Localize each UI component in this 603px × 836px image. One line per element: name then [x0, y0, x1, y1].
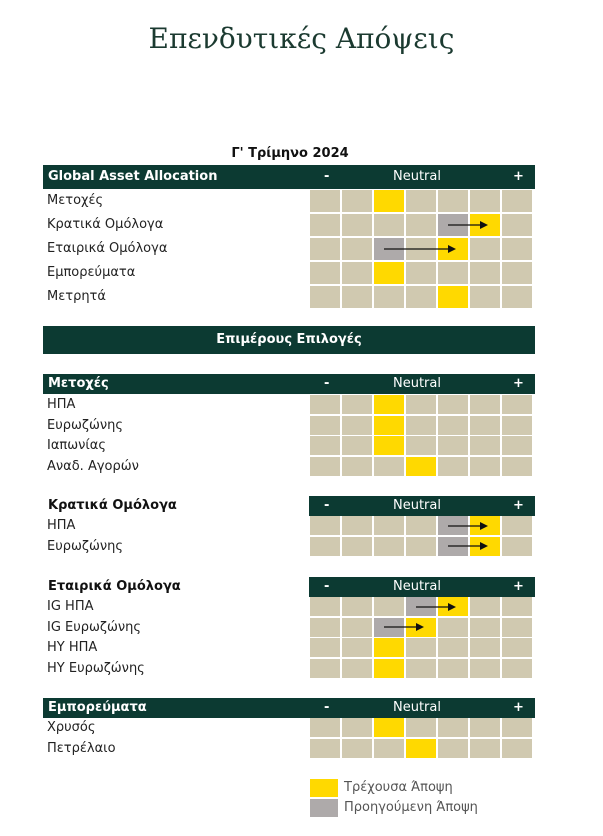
scale-cell	[470, 659, 502, 678]
previous-view-cell	[438, 516, 470, 535]
previous-view-cell	[438, 537, 470, 556]
scale-plus: +	[513, 169, 524, 184]
scale-cell	[470, 262, 502, 284]
group-row-scale-grid	[310, 516, 534, 535]
scale-cell	[406, 190, 438, 212]
scale-minus: -	[324, 169, 330, 184]
current-view-cell	[438, 238, 470, 260]
scale-cell	[374, 597, 406, 616]
global-row-scale-grid	[310, 262, 534, 284]
scale-cell	[310, 457, 342, 476]
scale-cell	[374, 457, 406, 476]
group-header	[43, 496, 535, 516]
scale-cell	[310, 718, 342, 737]
scale-cell	[374, 537, 406, 556]
scale-cell	[406, 537, 438, 556]
global-row-label: Εμπορεύματα	[47, 265, 136, 280]
scale-cell	[342, 262, 374, 284]
scale-cell	[470, 457, 502, 476]
legend-previous-swatch	[310, 799, 338, 817]
scale-cell	[406, 436, 438, 455]
scale-cell	[470, 436, 502, 455]
scale-cell	[470, 190, 502, 212]
scale-cell	[406, 214, 438, 236]
group-row-label: Ιαπωνίας	[47, 438, 106, 453]
group-row-label: HY Ευρωζώνης	[47, 660, 145, 676]
scale-cell	[502, 537, 534, 556]
scale-cell	[342, 659, 374, 678]
scale-cell	[502, 597, 534, 616]
group-row-scale-grid	[310, 395, 534, 414]
group-header	[43, 698, 535, 718]
scale-cell	[342, 457, 374, 476]
current-view-cell	[374, 262, 406, 284]
group-row-label: Χρυσός	[47, 720, 96, 735]
group-title: Εταιρικά Ομόλογα	[48, 579, 181, 594]
previous-view-cell	[438, 214, 470, 236]
global-row-scale-grid	[310, 190, 534, 212]
scale-cell	[470, 739, 502, 758]
group-header	[43, 577, 535, 597]
scale-cell	[502, 739, 534, 758]
group-row-scale-grid	[310, 457, 534, 476]
scale-cell	[374, 516, 406, 535]
scale-cell	[470, 618, 502, 637]
group-row-label: Ευρωζώνης	[47, 417, 123, 433]
scale-cell	[374, 214, 406, 236]
global-allocation-header	[43, 165, 535, 189]
previous-view-cell	[374, 618, 406, 637]
scale-cell	[438, 190, 470, 212]
scale-cell	[310, 436, 342, 455]
scale-cell	[406, 516, 438, 535]
scale-cell	[310, 395, 342, 414]
scale-minus: -	[324, 498, 330, 513]
period-label: Γ' Τρίμηνο 2024	[231, 146, 349, 161]
scale-cell	[406, 286, 438, 308]
global-row-label: Κρατικά Ομόλογα	[47, 217, 164, 232]
scale-cell	[374, 739, 406, 758]
scale-minus: -	[324, 579, 330, 594]
scale-cell	[342, 516, 374, 535]
scale-cell	[310, 238, 342, 260]
legend-current-label: Τρέχουσα Άποψη	[344, 780, 453, 795]
scale-cell	[470, 638, 502, 657]
scale-cell	[310, 416, 342, 435]
scale-cell	[502, 516, 534, 535]
scale-cell	[438, 638, 470, 657]
group-row-label: Πετρέλαιο	[47, 740, 116, 756]
current-view-cell	[374, 436, 406, 455]
scale-cell	[310, 739, 342, 758]
scale-neutral: Neutral	[393, 700, 441, 715]
group-row-scale-grid	[310, 638, 534, 657]
scale-cell	[438, 416, 470, 435]
global-allocation-title: Global Asset Allocation	[48, 169, 218, 184]
scale-cell	[342, 190, 374, 212]
group-row-scale-grid	[310, 718, 534, 737]
scale-cell	[438, 457, 470, 476]
current-view-cell	[374, 190, 406, 212]
scale-cell	[374, 286, 406, 308]
scale-cell	[502, 286, 534, 308]
scale-cell	[502, 214, 534, 236]
global-row-scale-grid	[310, 214, 534, 236]
scale-plus: +	[513, 579, 524, 594]
group-row-label: HY ΗΠΑ	[47, 640, 98, 655]
group-row-scale-grid	[310, 618, 534, 637]
previous-view-cell	[374, 238, 406, 260]
scale-cell	[310, 214, 342, 236]
scale-cell	[342, 537, 374, 556]
scale-cell	[310, 190, 342, 212]
scale-cell	[438, 262, 470, 284]
group-row-scale-grid	[310, 416, 534, 435]
scale-cell	[342, 214, 374, 236]
scale-cell	[310, 659, 342, 678]
scale-cell	[470, 238, 502, 260]
scale-cell	[502, 457, 534, 476]
scale-cell	[470, 597, 502, 616]
scale-cell	[406, 718, 438, 737]
scale-plus: +	[513, 376, 524, 391]
scale-neutral: Neutral	[393, 376, 441, 391]
scale-cell	[342, 286, 374, 308]
scale-cell	[502, 436, 534, 455]
global-row-label: Μετρητά	[47, 289, 106, 304]
current-view-cell	[374, 638, 406, 657]
section-title: Επιμέρους Επιλογές	[43, 326, 535, 354]
global-row-scale-grid	[310, 238, 534, 260]
group-title: Κρατικά Ομόλογα	[48, 498, 177, 513]
global-row-scale-grid	[310, 286, 534, 308]
scale-cell	[438, 395, 470, 414]
scale-cell	[342, 638, 374, 657]
scale-cell	[470, 286, 502, 308]
group-row-label: ΗΠΑ	[47, 397, 76, 412]
scale-cell	[438, 739, 470, 758]
scale-neutral: Neutral	[393, 169, 441, 184]
legend-current-swatch	[310, 779, 338, 797]
scale-cell	[406, 659, 438, 678]
scale-cell	[310, 618, 342, 637]
current-view-cell	[470, 214, 502, 236]
group-title: Εμπορεύματα	[48, 700, 147, 715]
group-title: Μετοχές	[48, 376, 109, 391]
scale-cell	[342, 436, 374, 455]
group-header	[43, 374, 535, 394]
group-row-scale-grid	[310, 659, 534, 678]
scale-cell	[342, 597, 374, 616]
group-row-scale-grid	[310, 739, 534, 758]
scale-cell	[310, 597, 342, 616]
scale-cell	[502, 395, 534, 414]
scale-cell	[502, 262, 534, 284]
scale-cell	[342, 395, 374, 414]
scale-cell	[406, 262, 438, 284]
current-view-cell	[374, 416, 406, 435]
previous-view-cell	[406, 597, 438, 616]
current-view-cell	[470, 516, 502, 535]
scale-cell	[406, 238, 438, 260]
page-title: Επενδυτικές Απόψεις	[148, 22, 455, 55]
scale-cell	[406, 395, 438, 414]
scale-cell	[438, 618, 470, 637]
scale-cell	[438, 659, 470, 678]
group-row-scale-grid	[310, 597, 534, 616]
group-row-label: IG ΗΠΑ	[47, 599, 94, 614]
group-row-label: Αναδ. Αγορών	[47, 458, 139, 474]
scale-neutral: Neutral	[393, 498, 441, 513]
scale-cell	[438, 718, 470, 737]
current-view-cell	[406, 618, 438, 637]
scale-plus: +	[513, 700, 524, 715]
group-row-label: ΗΠΑ	[47, 518, 76, 533]
scale-cell	[342, 718, 374, 737]
scale-cell	[470, 395, 502, 414]
scale-cell	[342, 416, 374, 435]
current-view-cell	[374, 659, 406, 678]
current-view-cell	[374, 718, 406, 737]
scale-cell	[342, 238, 374, 260]
group-row-label: IG Ευρωζώνης	[47, 619, 142, 635]
group-row-scale-grid	[310, 537, 534, 556]
scale-cell	[342, 739, 374, 758]
global-row-label: Μετοχές	[47, 193, 104, 208]
scale-cell	[310, 638, 342, 657]
scale-cell	[438, 436, 470, 455]
current-view-cell	[470, 537, 502, 556]
scale-cell	[310, 286, 342, 308]
scale-cell	[406, 638, 438, 657]
scale-plus: +	[513, 498, 524, 513]
scale-cell	[502, 190, 534, 212]
scale-minus: -	[324, 376, 330, 391]
scale-cell	[502, 638, 534, 657]
scale-cell	[502, 618, 534, 637]
scale-cell	[342, 618, 374, 637]
scale-minus: -	[324, 700, 330, 715]
current-view-cell	[438, 286, 470, 308]
current-view-cell	[406, 739, 438, 758]
scale-cell	[470, 718, 502, 737]
scale-cell	[502, 659, 534, 678]
scale-cell	[470, 416, 502, 435]
group-row-scale-grid	[310, 436, 534, 455]
scale-neutral: Neutral	[393, 579, 441, 594]
current-view-cell	[406, 457, 438, 476]
scale-cell	[502, 718, 534, 737]
legend-previous-label: Προηγούμενη Άποψη	[344, 800, 478, 815]
scale-cell	[502, 238, 534, 260]
scale-cell	[310, 537, 342, 556]
global-row-label: Εταιρικά Ομόλογα	[47, 241, 168, 256]
group-row-label: Ευρωζώνης	[47, 538, 123, 554]
scale-cell	[310, 516, 342, 535]
current-view-cell	[374, 395, 406, 414]
scale-cell	[310, 262, 342, 284]
current-view-cell	[438, 597, 470, 616]
scale-cell	[502, 416, 534, 435]
scale-cell	[406, 416, 438, 435]
